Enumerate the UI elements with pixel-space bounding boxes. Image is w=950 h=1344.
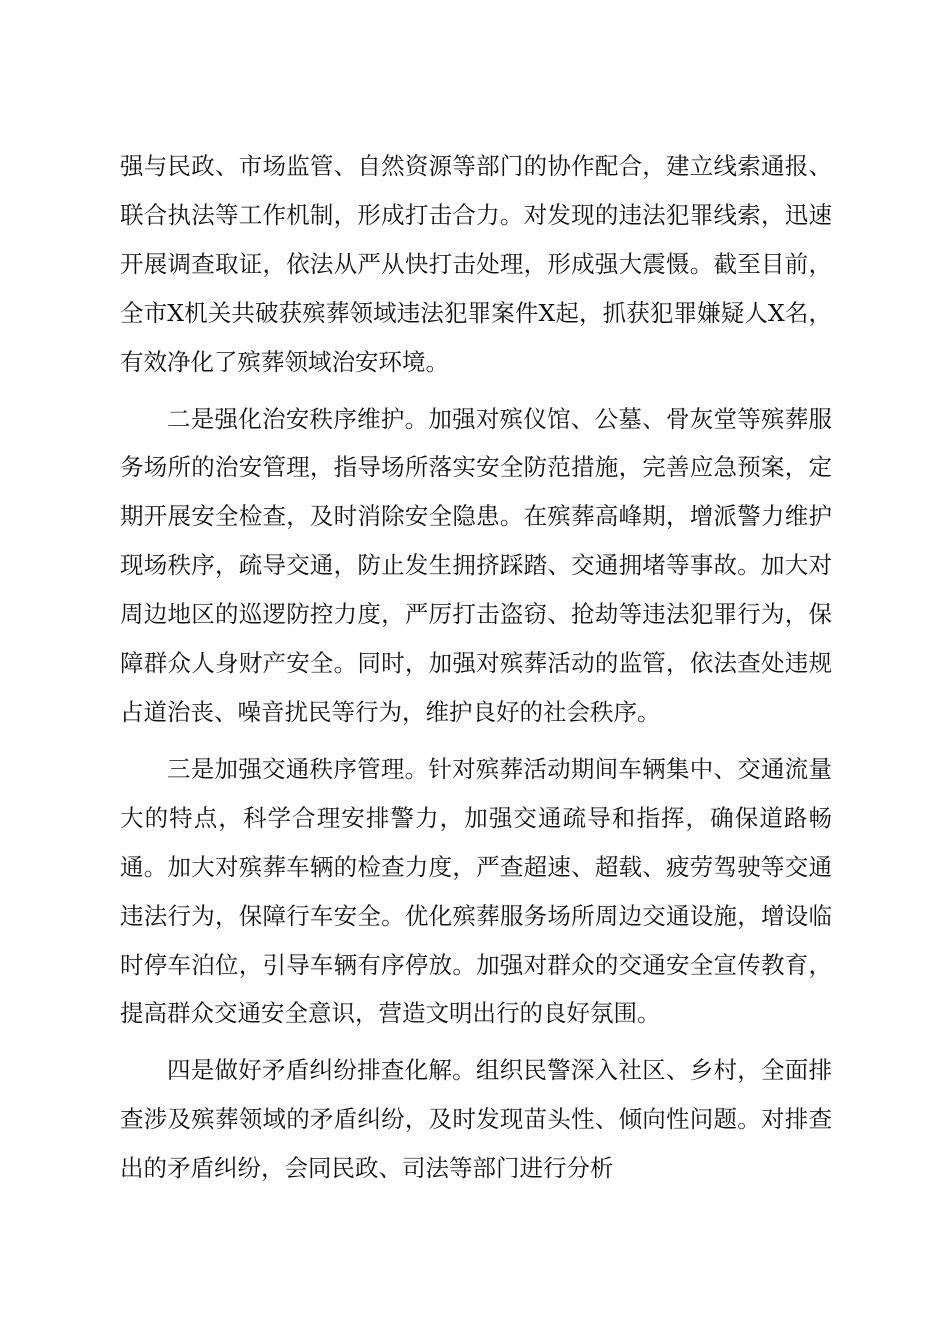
paragraph-continuation: 强与民政、市场监管、自然资源等部门的协作配合，建立线索通报、联合执法等工作机制，形成打击合力。对发现的违法犯罪线索，迅速开展调查取证，依法从严从快打击处理，形成强大震慑。截至目前，全市X机关共破获殡葬领域违法犯罪案件X起，抓获犯罪嫌疑人X名，有效净化了殡葬领域治安环境。 [120, 152, 832, 376]
paragraph-public-order: 二是强化治安秩序维护。加强对殡仪馆、公墓、骨灰堂等殡葬服务场所的治安管理，指导场所落实安全防范措施，完善应急预案，定期开展安全检查，及时消除安全隐患。在殡葬高峰期，增派警力维护现场秩序，疏导交通，防止发生拥挤踩踏、交通拥堵等事故。加大对周边地区的巡逻防控力度，严厉打击盗窃、抢劫等违法犯罪行为，保障群众人身财产安全。同时，加强对殡葬活动的监管，依法查处违规占道治丧、噪音扰民等行为，维护良好的社会秩序。 [120, 404, 832, 726]
paragraph-traffic-order: 三是加强交通秩序管理。针对殡葬活动期间车辆集中、交通流量大的特点，科学合理安排警力，加强交通疏导和指挥，确保道路畅通。加大对殡葬车辆的检查力度，严查超速、超载、疲劳驾驶等交通违法行为，保障行车安全。优化殡葬服务场所周边交通设施，增设临时停车泊位，引导车辆有序停放。加强对群众的交通安全宣传教育，提高群众交通安全意识，营造文明出行的良好氛围。 [120, 754, 832, 1028]
body-text [120, 142, 832, 1193]
paragraph-dispute-resolution: 四是做好矛盾纠纷排查化解。组织民警深入社区、乡村，全面排查涉及殡葬领域的矛盾纠纷，及时发现苗头性、倾向性问题。对排查出的矛盾纠纷，会同民政、司法等部门进行分析 [120, 1056, 832, 1183]
